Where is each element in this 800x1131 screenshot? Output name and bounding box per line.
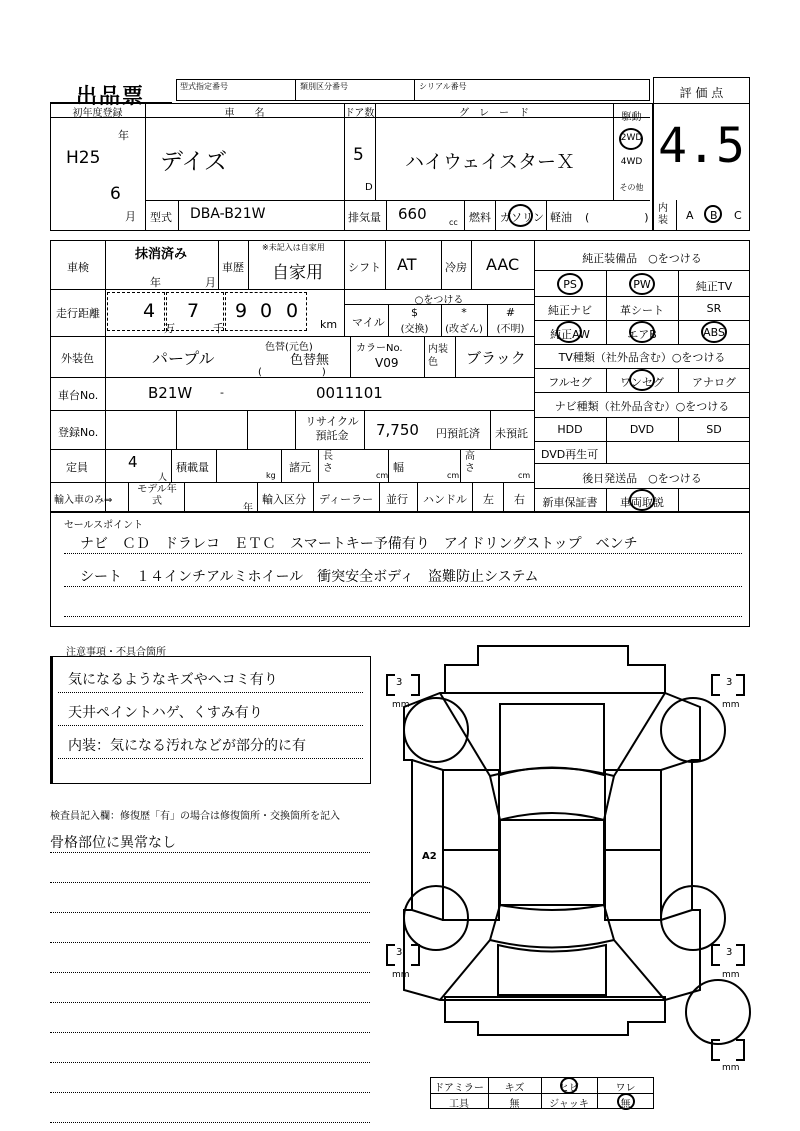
- tv-fullseg[interactable]: フルセグ: [548, 376, 592, 389]
- spare-tire: [686, 980, 750, 1044]
- tv-oneseg[interactable]: ワンセグ: [620, 376, 664, 389]
- tire-depth-fl: 3: [396, 677, 403, 688]
- score-value: 4.5: [658, 118, 745, 174]
- width-label: 幅: [393, 461, 404, 474]
- type-code-label: 型式指定番号: [180, 82, 228, 91]
- sales-points-label: セールスポイント: [64, 520, 144, 531]
- windshield: [490, 768, 614, 820]
- jack-label: ジャッキ: [549, 1099, 589, 1110]
- first-reg-month: 6: [110, 184, 121, 204]
- unknown-symbol[interactable]: #: [505, 306, 516, 319]
- tools-label: 工具: [449, 1099, 469, 1110]
- import-class-label: 輸入区分: [262, 493, 306, 506]
- interior-color-label: 内装色: [428, 344, 448, 368]
- recycle-unpaid[interactable]: 未預託: [495, 427, 528, 440]
- mirror-crack-circle: [560, 1077, 578, 1094]
- model-value: DBA-B21W: [190, 206, 266, 222]
- mileage-km: km: [320, 318, 338, 331]
- interior-label: 内装: [658, 203, 668, 226]
- equip-pw[interactable]: PW: [633, 278, 651, 291]
- handle-label: ハンドル: [423, 493, 467, 506]
- history-value: 自家用: [272, 263, 323, 283]
- serial-label: シリアル番号: [419, 82, 467, 91]
- mileage-digit-3: 9: [235, 300, 248, 322]
- drive-4wd[interactable]: 4WD: [620, 157, 643, 167]
- capacity-label: 定員: [66, 461, 88, 474]
- grade-label: グ レ ー ド: [459, 108, 529, 119]
- color-paren: ( ): [258, 367, 326, 378]
- history-label: 車歴: [222, 261, 244, 274]
- tire-unit-rl: mm: [392, 970, 410, 980]
- length-cm: cm: [376, 471, 389, 480]
- width-cm: cm: [447, 471, 460, 480]
- recycle-label: リサイクル預託金: [305, 415, 359, 442]
- grade-value: ハイウェイスターＸ: [405, 151, 576, 173]
- capacity-value: 4: [128, 453, 138, 471]
- navi-hdd[interactable]: HDD: [557, 423, 583, 436]
- mileage-digit-2: 7: [187, 300, 200, 322]
- body-outline: [404, 693, 700, 1000]
- tamper-option[interactable]: (改ざん): [445, 324, 483, 335]
- inspection-year-unit: 年: [150, 276, 161, 289]
- tire-unit-spare: mm: [722, 1063, 740, 1073]
- sales-points-line-2: シート １４インチアルミホイール 衝突安全ボディ 盗難防止システム: [80, 569, 539, 585]
- equip-airbag[interactable]: エアB: [627, 328, 657, 341]
- form-title: 出品票: [76, 84, 145, 108]
- import-dealer[interactable]: ディーラー: [319, 493, 374, 506]
- inspector-label: 検査員記入欄：修復歴「有」の場合は修復箇所・交換箇所を記入: [50, 811, 340, 822]
- rear-bumper: [445, 997, 665, 1035]
- inspection-label: 車検: [67, 261, 89, 274]
- interior-grade-a[interactable]: A: [686, 209, 694, 222]
- exchange-symbol[interactable]: $: [411, 306, 418, 319]
- left-rear-door: [443, 850, 499, 920]
- drive-label: 駆動: [621, 112, 642, 123]
- roof-panel: [500, 820, 604, 905]
- equip-tv[interactable]: 純正TV: [695, 280, 733, 293]
- color-change-value: 色替無: [290, 353, 330, 368]
- mileage-digit-4: 0: [260, 300, 273, 322]
- ac-value: AAC: [486, 255, 520, 274]
- damage-marker-a2: A2: [422, 851, 437, 862]
- ac-label: 冷房: [445, 261, 467, 274]
- navi-title: ナビ種類（社外品含む）○をつける: [554, 400, 730, 413]
- tamper-symbol[interactable]: *: [461, 306, 467, 319]
- right-rear-door: [605, 850, 661, 920]
- mileage-man: 万: [164, 322, 175, 335]
- mileage-digit-5: 0: [286, 300, 299, 322]
- mirror-crack[interactable]: ヒビ: [559, 1083, 579, 1094]
- note-line-1: 気になるようなキズやヘコミ有り: [68, 672, 278, 688]
- load-kg: kg: [266, 471, 276, 480]
- notes-label: 注意事項・不具合箇所: [66, 647, 166, 658]
- color-change-label: 色替(元色): [265, 342, 313, 353]
- import-parallel[interactable]: 並行: [386, 493, 408, 506]
- sales-points-line-1: ナビ ＣＤ ドラレコ ＥＴＣ スマートキー予備有り アイドリングストップ ベンチ: [80, 536, 638, 552]
- length-label: 長さ: [323, 451, 333, 474]
- equip-navi[interactable]: 純正ナビ: [548, 304, 592, 317]
- model-year-unit: 年: [243, 503, 253, 514]
- handle-left[interactable]: 左: [483, 493, 494, 506]
- month-unit: 月: [125, 210, 136, 223]
- exterior-color: パープル: [152, 349, 215, 368]
- hood-panel: [500, 704, 604, 775]
- recycle-amount: 7,750: [376, 421, 419, 439]
- tire-unit-rr: mm: [722, 970, 740, 980]
- fuel-gasoline[interactable]: ガソリン: [500, 211, 544, 224]
- mirror-label: ドアミラー: [434, 1083, 484, 1094]
- year-unit: 年: [118, 129, 129, 142]
- import-label: 輸入車のみ⇒: [54, 495, 113, 506]
- mileage-sen: 千: [213, 322, 224, 335]
- model-label: 型式: [150, 211, 172, 224]
- mile-option[interactable]: マイル: [352, 316, 385, 329]
- tire-depth-fr: 3: [726, 677, 733, 688]
- drive-2wd[interactable]: 2WD: [620, 133, 643, 143]
- inspection-value: 抹消済み: [135, 247, 188, 262]
- equip-aw[interactable]: 純正AW: [550, 328, 590, 341]
- rear-glass: [490, 905, 614, 948]
- interior-grade-b[interactable]: B: [710, 209, 718, 222]
- chassis-number: 0011101: [316, 384, 383, 402]
- reg-label: 登録No.: [58, 426, 99, 439]
- tire-depth-rl: 3: [396, 947, 403, 958]
- later-warranty[interactable]: 新車保証書: [542, 496, 598, 509]
- later-title: 後日発送品 ○をつける: [582, 472, 702, 485]
- tv-analog[interactable]: アナログ: [692, 376, 736, 389]
- mirror-scratch[interactable]: キズ: [504, 1083, 525, 1094]
- fuel-other[interactable]: ( ): [585, 211, 649, 224]
- tools-value: 無: [509, 1099, 520, 1110]
- mileage-digit-1: 4: [143, 300, 156, 322]
- tire-unit-fl: mm: [392, 700, 410, 710]
- mileage-circle-note: ○をつける: [414, 295, 464, 306]
- equip-ps[interactable]: PS: [563, 278, 577, 291]
- color-no-label: カラーNo.: [356, 343, 403, 354]
- jack-value: 無: [620, 1099, 631, 1110]
- door-label: ドア数: [344, 108, 375, 119]
- drive-other[interactable]: その他: [619, 183, 644, 192]
- equip-sr[interactable]: SR: [706, 302, 722, 315]
- jack-value-circle: [617, 1093, 635, 1110]
- score-label: 評 価 点: [679, 86, 724, 100]
- equip-abs[interactable]: ABS: [703, 326, 725, 339]
- mirror-break[interactable]: ワレ: [615, 1083, 636, 1094]
- history-note: ※未記入は自家用: [262, 243, 325, 252]
- front-left-tire: [404, 698, 468, 762]
- tv-title: TV種類（社外品含む）○をつける: [558, 351, 726, 364]
- exchange-option[interactable]: (交換): [400, 324, 429, 335]
- note-line-3: 内装：気になる汚れなどが部分的に有: [68, 738, 306, 754]
- navi-dvd[interactable]: DVD: [629, 423, 655, 436]
- cc-unit: cc: [449, 218, 458, 227]
- car-name-label: 車 名: [224, 108, 265, 119]
- front-right-tire: [661, 698, 725, 762]
- chassis-dash: -: [220, 386, 224, 399]
- equip-leather[interactable]: 革シート: [620, 304, 664, 317]
- load-label: 積載量: [176, 461, 209, 474]
- inspection-month-unit: 月: [205, 276, 216, 289]
- mileage-label: 走行距離: [56, 307, 100, 320]
- door-count: 5: [353, 145, 364, 165]
- interior-color: ブラック: [466, 349, 526, 367]
- height-cm: cm: [518, 471, 531, 480]
- first-reg-label: 初年度登録: [72, 108, 123, 119]
- interior-grade-c[interactable]: C: [734, 209, 742, 222]
- fuel-diesel[interactable]: 軽油: [550, 211, 572, 224]
- shift-label: シフト: [348, 261, 381, 274]
- door-suffix: D: [365, 182, 373, 193]
- color-label: 外装色: [61, 352, 94, 365]
- inspector-line-1: 骨格部位に異常なし: [50, 835, 176, 851]
- fuel-label: 燃料: [469, 211, 491, 224]
- unknown-option[interactable]: (不明): [496, 324, 525, 335]
- chassis-prefix: B21W: [148, 384, 193, 402]
- shift-value: AT: [397, 255, 417, 274]
- tire-depth-rr: 3: [726, 947, 733, 958]
- equipment-title: 純正装備品 ○をつける: [582, 252, 702, 265]
- dims-label: 諸元: [289, 461, 311, 474]
- navi-sd[interactable]: SD: [706, 423, 722, 436]
- first-reg-year: H25: [66, 148, 101, 168]
- tire-unit-fr: mm: [722, 700, 740, 710]
- later-manual[interactable]: 車両取説: [620, 496, 664, 509]
- model-year-label: モデル年式: [137, 484, 177, 507]
- class-code-label: 類別区分番号: [300, 82, 348, 91]
- displacement-value: 660: [398, 205, 427, 223]
- dvd-playback[interactable]: DVD再生可: [541, 448, 599, 461]
- chassis-label: 車台No.: [58, 389, 99, 402]
- note-line-2: 天井ペイントハゲ、くすみ有り: [68, 705, 263, 721]
- recycle-paid: 円預託済: [436, 427, 480, 440]
- color-no-value: V09: [375, 356, 399, 370]
- car-name: デイズ: [160, 149, 228, 175]
- trunk-lid: [498, 945, 606, 995]
- capacity-unit: 人: [158, 473, 168, 483]
- displacement-label: 排気量: [348, 211, 381, 224]
- height-label: 高さ: [465, 451, 475, 474]
- handle-right[interactable]: 右: [514, 493, 525, 506]
- front-bumper: [445, 646, 665, 693]
